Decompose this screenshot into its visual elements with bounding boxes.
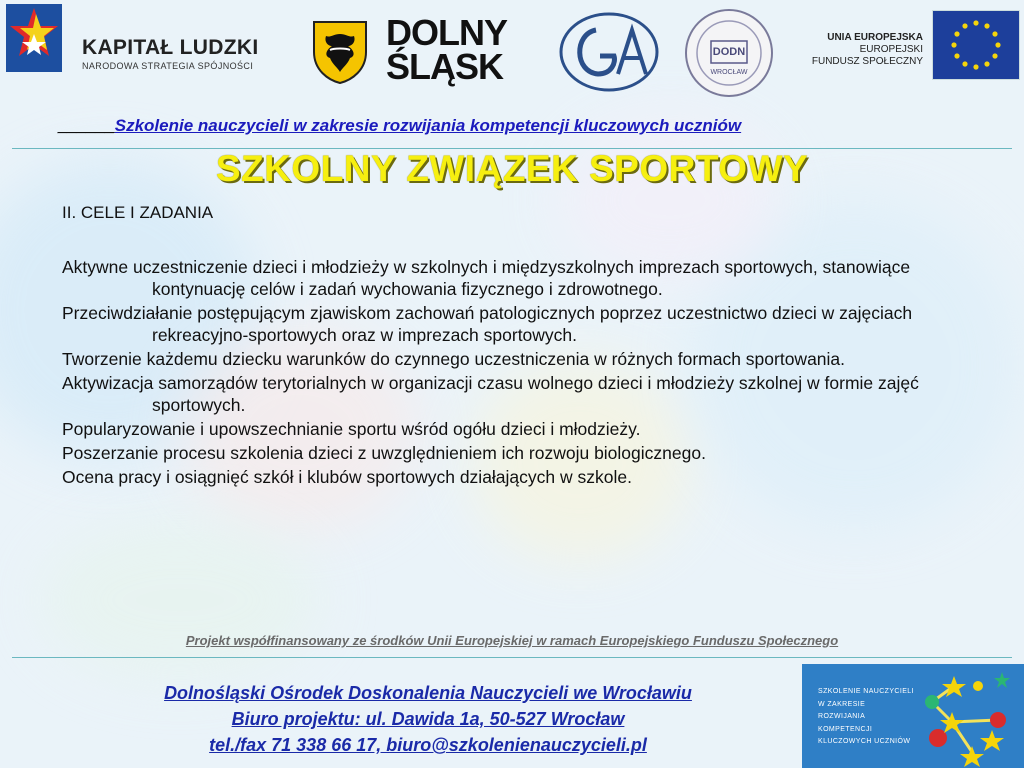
seal-sub: WROCŁAW bbox=[710, 69, 748, 76]
ue-line-1: UNIA EUROPEJSKA bbox=[827, 32, 923, 43]
header-logos bbox=[0, 0, 1024, 100]
kapital-ludzki-logo-icon bbox=[6, 4, 62, 72]
subtitle bbox=[58, 116, 741, 136]
seal-text: DODN bbox=[712, 46, 746, 58]
corner-line-3: ROZWIJANIA bbox=[818, 713, 866, 720]
corner-line-1: SZKOLENIE NAUCZYCIELI bbox=[818, 688, 914, 695]
ue-line-2: EUROPEJSKI bbox=[859, 44, 923, 55]
list-item: Aktywne uczestniczenie dzieci i młodzieży w szkolnych i międzyszkolnych imprezach sportowych, stanowiące kontynuację celów i zadań wychowania fizycznego i zdrowotnego. bbox=[62, 257, 911, 299]
contact-phone-email[interactable]: tel./fax 71 338 66 17, biuro@szkolenienauczycieli.pl bbox=[209, 735, 647, 755]
section-heading: II. CELE I ZADANIA bbox=[62, 203, 214, 222]
list-item: Popularyzowanie i upowszechnianie sportu wśród ogółu dzieci i młodzieży. bbox=[62, 419, 641, 439]
page-title: SZKOLNY ZWIĄZEK SPORTOWY bbox=[215, 148, 809, 189]
contact-address[interactable]: Biuro projektu: ul. Dawida 1a, 50-527 Wrocław bbox=[231, 709, 625, 729]
ue-line-3: FUNDUSZ SPOŁECZNY bbox=[811, 56, 923, 67]
subtitle-prefix: ______ bbox=[58, 116, 115, 135]
dolny-slask-text bbox=[386, 12, 507, 87]
project-note[interactable]: Projekt współfinansowany ze środków Unii Europejskiej w ramach Europejskiego Funduszu Społecznego bbox=[185, 633, 839, 648]
dolny-line: DOLNY bbox=[386, 12, 507, 53]
list-item: Poszerzanie procesu szkolenia dzieci z uwzględnieniem ich rozwoju biologicznego. bbox=[62, 443, 706, 463]
divider-bottom bbox=[12, 657, 1012, 658]
corner-line-5: KLUCZOWYCH UCZNIÓW bbox=[818, 738, 911, 745]
list-item: Aktywizacja samorządów terytorialnych w organizacji czasu wolnego dzieci i młodzieży szkolnej w formie zajęć sportowych. bbox=[62, 373, 919, 415]
eu-flag-icon bbox=[932, 10, 1020, 80]
coat-of-arms-icon bbox=[312, 20, 368, 84]
ue-text bbox=[785, 32, 923, 68]
kapital-ludzki-text bbox=[82, 36, 258, 71]
goals-list bbox=[62, 256, 952, 490]
list-item: Ocena pracy i osiągnięć szkół i klubów sportowych działających w szkole. bbox=[62, 467, 632, 487]
monogram-logo-icon bbox=[556, 10, 662, 94]
slask-line: ŚLĄSK bbox=[386, 46, 504, 87]
training-logo-text bbox=[818, 686, 914, 749]
kapital-ludzki-subtitle: NARODOWA STRATEGIA SPÓJNOŚCI bbox=[82, 61, 254, 71]
corner-line-4: KOMPETENCJI bbox=[818, 725, 873, 733]
training-logo bbox=[802, 664, 1024, 768]
contact-institution[interactable]: Dolnośląski Ośrodek Doskonalenia Nauczycieli we Wrocławiu bbox=[164, 683, 692, 703]
subtitle-link[interactable]: Szkolenie nauczycieli w zakresie rozwijania kompetencji kluczowych uczniów bbox=[114, 116, 742, 135]
kapital-ludzki-title: KAPITAŁ LUDZKI bbox=[82, 36, 259, 59]
list-item: Przeciwdziałanie postępującym zjawiskom zachowań patologicznych poprzez uczestnictwo dzieci w zajęciach rekreacyjno-sportowych oraz w imprezach sportowych. bbox=[62, 303, 913, 345]
corner-line-2: W ZAKRESIE bbox=[818, 700, 866, 708]
list-item: Tworzenie każdemu dziecku warunków do czynnego uczestniczenia w różnych formach sportowania. bbox=[62, 349, 846, 369]
dodn-seal-icon bbox=[684, 8, 774, 98]
contact-block bbox=[0, 680, 856, 758]
